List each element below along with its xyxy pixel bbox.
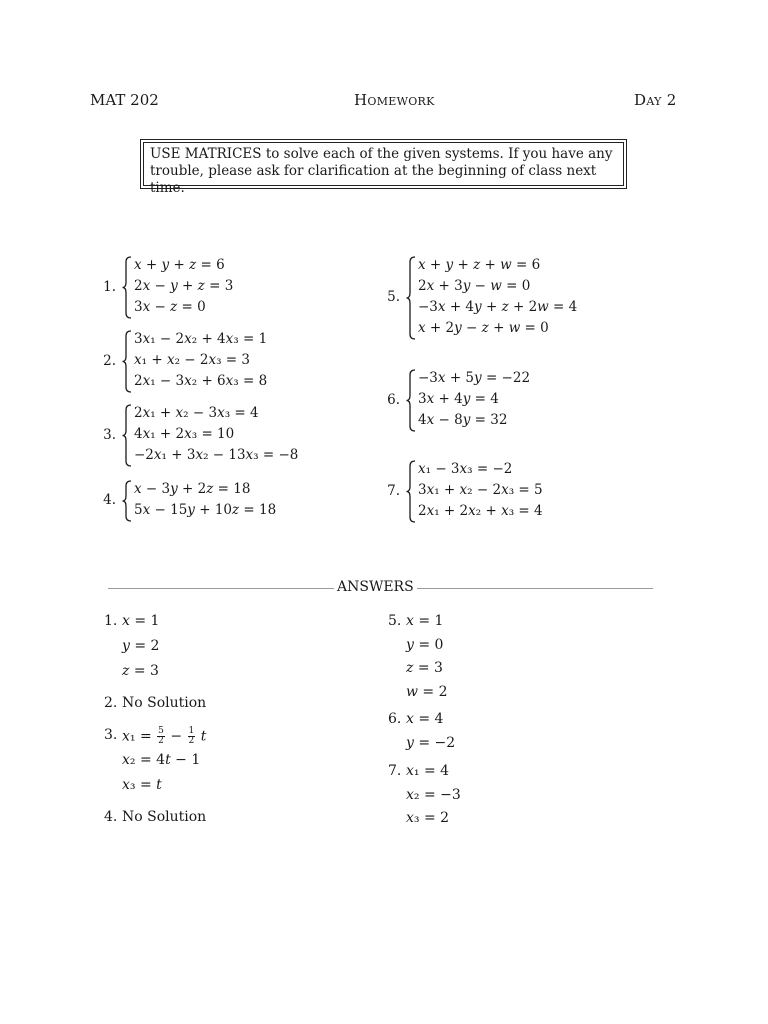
problem-system — [100, 480, 380, 522]
problem-number: 4. — [103, 492, 116, 508]
problem-system — [100, 330, 380, 393]
problem-system — [100, 404, 380, 467]
brace-icon — [122, 330, 132, 397]
equation: 2x + 3y − w = 0 — [418, 278, 531, 294]
answer-number: 2. — [104, 695, 118, 711]
answer-line: x₂ = 4t − 1 — [122, 752, 201, 768]
answers-title: ANSWERS — [334, 578, 417, 596]
answer-line: y = 2 — [122, 638, 160, 654]
brace-icon — [406, 256, 416, 344]
answer-number: 1. — [104, 613, 118, 629]
equation: −3x + 4y + z + 2w = 4 — [418, 299, 578, 315]
equation: 3x₁ + x₂ − 2x₃ = 5 — [418, 482, 543, 498]
problem-number: 6. — [387, 391, 400, 408]
equation: 3x₁ − 2x₂ + 4x₃ = 1 — [134, 331, 268, 347]
equation: 3x − z = 0 — [134, 299, 206, 315]
instruction-box — [140, 139, 627, 196]
brace-icon — [122, 404, 132, 471]
problem-number: 2. — [103, 352, 116, 369]
equation: x + y + z = 6 — [134, 257, 225, 273]
problem-system — [100, 256, 380, 319]
problem-number: 5. — [387, 289, 400, 305]
answer-line: y = −2 — [406, 734, 456, 751]
problem-system — [384, 256, 664, 340]
answer-line: z = 3 — [406, 660, 443, 676]
brace-icon — [406, 369, 416, 436]
equation: 4x − 8y = 32 — [418, 412, 508, 428]
instruction-line-1: USE MATRICES to solve each of the given systems. If you have any — [150, 146, 613, 162]
equation: 5x − 15y + 10z = 18 — [134, 502, 277, 518]
answer-line: x = 1 — [122, 613, 160, 629]
equation: 2x − y + z = 3 — [134, 278, 234, 294]
equation: x₁ + x₂ − 2x₃ = 3 — [134, 352, 250, 368]
equation: x₁ − 3x₃ = −2 — [418, 461, 513, 477]
answer-line: x₁ = $\frac{5}{2}$ − $\frac{1}{2}$ t — [122, 726, 207, 746]
answer-line: x₁ = 4 — [406, 763, 450, 779]
brace-icon — [406, 460, 416, 527]
equation: 2x₁ − 3x₂ + 6x₃ = 8 — [134, 373, 268, 389]
problem-number: 7. — [387, 482, 400, 499]
answer-line: x₂ = −3 — [406, 786, 461, 803]
course-code: MAT 202 — [90, 91, 159, 109]
answer-line: z = 3 — [122, 663, 159, 679]
equation: 2x₁ + x₂ − 3x₃ = 4 — [134, 405, 259, 421]
answer-line: x = 1 — [406, 613, 444, 629]
day-label: Day 2 — [634, 91, 677, 109]
equation: x + 2y − z + w = 0 — [418, 320, 549, 336]
answer-line: y = 0 — [406, 636, 444, 653]
answer-number: 4. — [104, 809, 118, 825]
answer-line: x₃ = 2 — [406, 810, 450, 826]
answer-line: x₃ = t — [122, 777, 162, 793]
equation: −2x₁ + 3x₂ − 13x₃ = −8 — [134, 447, 299, 463]
page-title: Homework — [354, 91, 435, 109]
equation: 4x₁ + 2x₃ = 10 — [134, 426, 235, 442]
instruction-line-2: trouble, please ask for clarification at the beginning of class next time. — [150, 163, 597, 196]
problem-system — [384, 369, 664, 432]
answer-number: 5. — [388, 613, 402, 629]
equation: 3x + 4y = 4 — [418, 391, 499, 407]
answer-line: x = 4 — [406, 711, 444, 727]
instruction-box-inner — [143, 142, 624, 196]
problem-number: 1. — [103, 278, 116, 295]
answer-number: 6. — [388, 711, 402, 727]
equation: −3x + 5y = −22 — [418, 370, 531, 386]
answer-line: No Solution — [122, 809, 207, 825]
answer-line: No Solution — [122, 695, 207, 711]
answer-number: 7. — [388, 763, 402, 779]
answer-number: 3. — [104, 727, 118, 743]
answer-line: w = 2 — [406, 683, 448, 700]
equation: x − 3y + 2z = 18 — [134, 481, 251, 497]
equation: x + y + z + w = 6 — [418, 257, 541, 273]
brace-icon — [122, 256, 132, 323]
problem-system — [384, 460, 664, 523]
brace-icon — [122, 480, 132, 526]
problem-number: 3. — [103, 426, 116, 443]
equation: 2x₁ + 2x₂ + x₃ = 4 — [418, 503, 543, 519]
